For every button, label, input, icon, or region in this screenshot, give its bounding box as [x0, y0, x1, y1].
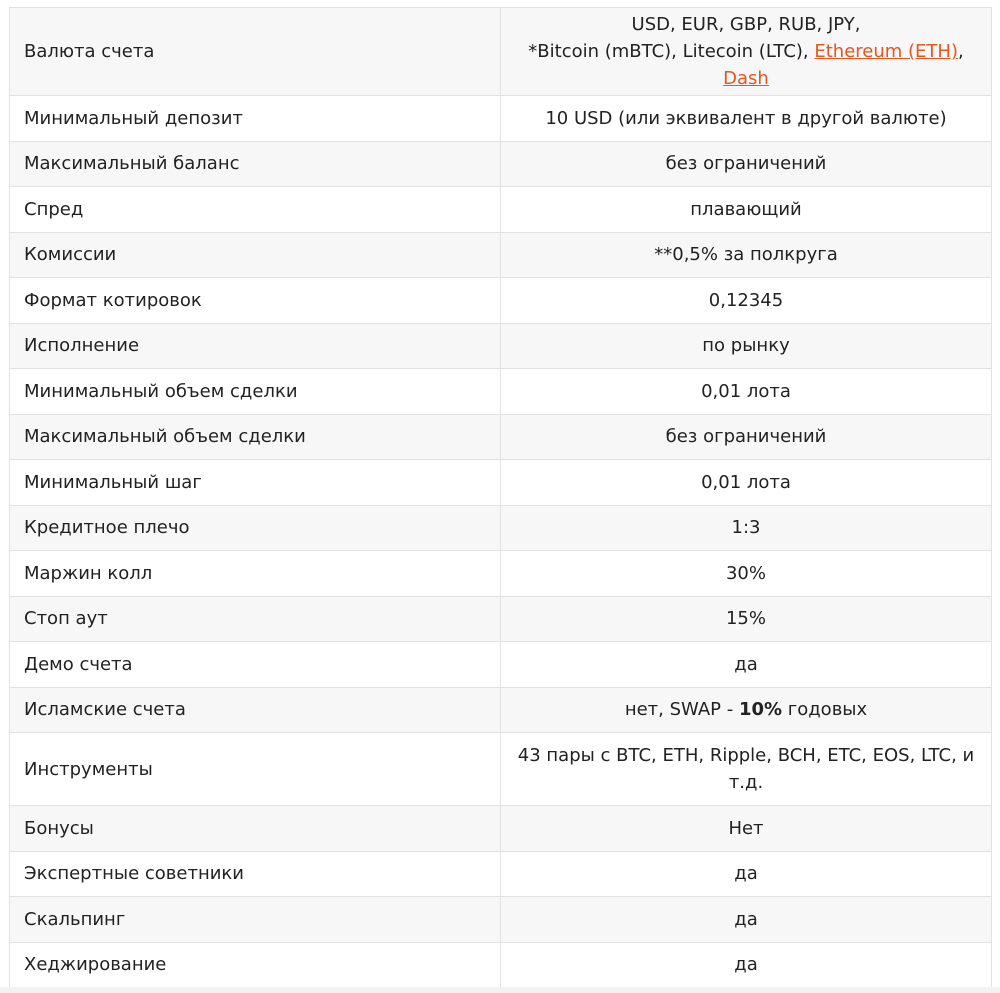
dash-link[interactable]: Dash — [723, 68, 769, 89]
currency-list-line1: USD, EUR, GBP, RUB, JPY, — [631, 14, 861, 35]
row-value: да — [501, 942, 992, 988]
currency-comma: , — [957, 41, 964, 62]
table-row — [10, 96, 992, 142]
row-label: Исламские счета — [10, 687, 501, 733]
row-label: Маржин колл — [10, 551, 501, 597]
table-row — [10, 642, 992, 688]
instruments-line1: 43 пары с BTC, ETH, Ripple, BCH, ETC, EOS, LTC, и — [517, 745, 975, 766]
instruments-line2: т.д. — [728, 772, 764, 793]
row-value: **0,5% за полкруга — [501, 232, 992, 278]
islamic-swap-rate: 10% — [738, 699, 783, 721]
row-label: Кредитное плечо — [10, 505, 501, 551]
row-value: да — [501, 851, 992, 897]
islamic-prefix: нет, SWAP - — [624, 699, 739, 721]
row-label: Хеджирование — [10, 942, 501, 988]
row-value: без ограничений — [501, 414, 992, 460]
row-label: Комиссии — [10, 232, 501, 278]
row-label: Экспертные советники — [10, 851, 501, 897]
islamic-suffix: годовых — [782, 699, 868, 721]
row-label: Максимальный баланс — [10, 141, 501, 187]
row-label: Стоп аут — [10, 596, 501, 642]
row-label: Формат котировок — [10, 278, 501, 324]
bottom-divider — [0, 987, 1000, 993]
row-value: 0,12345 — [501, 278, 992, 324]
specs-table-wrapper — [9, 7, 991, 988]
table-row — [10, 806, 992, 852]
table-row — [10, 733, 992, 806]
table-row — [10, 141, 992, 187]
table-row — [10, 897, 992, 943]
row-label: Минимальный объем сделки — [10, 369, 501, 415]
table-row — [10, 851, 992, 897]
row-value: 1:3 — [501, 505, 992, 551]
table-row — [10, 505, 992, 551]
row-value — [501, 733, 992, 806]
row-label: Бонусы — [10, 806, 501, 852]
row-value: 15% — [501, 596, 992, 642]
row-value: 0,01 лота — [501, 460, 992, 506]
table-row — [10, 278, 992, 324]
row-value: без ограничений — [501, 141, 992, 187]
row-value: 10 USD (или эквивалент в другой валюте) — [501, 96, 992, 142]
row-value: 0,01 лота — [501, 369, 992, 415]
row-label: Скальпинг — [10, 897, 501, 943]
row-value: плавающий — [501, 187, 992, 233]
row-value: да — [501, 642, 992, 688]
row-label: Демо счета — [10, 642, 501, 688]
row-value — [501, 8, 992, 96]
table-row — [10, 942, 992, 988]
table-row — [10, 460, 992, 506]
table-row — [10, 187, 992, 233]
table-row — [10, 687, 992, 733]
table-row — [10, 369, 992, 415]
row-label: Спред — [10, 187, 501, 233]
table-row — [10, 596, 992, 642]
row-label: Валюта счета — [10, 8, 501, 96]
row-value: по рынку — [501, 323, 992, 369]
row-value: да — [501, 897, 992, 943]
row-value: 30% — [501, 551, 992, 597]
row-label: Инструменты — [10, 733, 501, 806]
ethereum-link[interactable]: Ethereum (ETH) — [814, 41, 958, 62]
row-label: Минимальный шаг — [10, 460, 501, 506]
table-row — [10, 232, 992, 278]
currency-list-line2: *Bitcoin (mBTC), Litecoin (LTC), — [528, 41, 815, 62]
row-value — [501, 687, 992, 733]
row-label: Максимальный объем сделки — [10, 414, 501, 460]
table-row — [10, 551, 992, 597]
table-row — [10, 414, 992, 460]
row-value: Нет — [501, 806, 992, 852]
table-row — [10, 323, 992, 369]
table-row — [10, 8, 992, 96]
account-specs-table — [9, 7, 992, 988]
row-label: Исполнение — [10, 323, 501, 369]
row-label: Минимальный депозит — [10, 96, 501, 142]
